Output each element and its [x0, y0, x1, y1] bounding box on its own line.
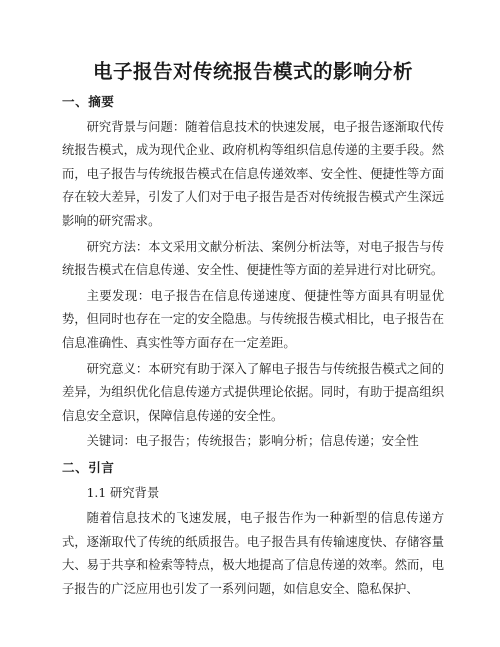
abstract-significance-paragraph: 研究意义：本研究有助于深入了解电子报告与传统报告模式之间的差异，为组织优化信息传递方式提供理论依据。同时，有助于提高组织信息安全意识，保障信息传递的安全性。	[62, 361, 444, 423]
intro-background-paragraph: 随着信息技术的飞速发展，电子报告作为一种新型的信息传递方式，逐渐取代了传统的纸质报告。电子报告具有传输速度快、存储容量大、易于共享和检索等特点，极大地提高了信息传递的效率。然而，电子报告的广泛应用也引发了一系列问题，如信息安全、隐私保护、	[62, 511, 444, 596]
section-heading-abstract: 一、摘要	[62, 94, 115, 109]
document-body	[62, 90, 444, 601]
document-title: 电子报告对传统报告模式的影响分析	[92, 60, 413, 83]
keywords-line: 关键词：电子报告；传统报告；影响分析；信息传递；安全性	[86, 434, 419, 449]
subsection-heading-background: 1.1 研究背景	[86, 485, 160, 500]
section-heading-intro: 二、引言	[62, 459, 115, 475]
abstract-methods-paragraph: 研究方法：本文采用文献分析法、案例分析法等，对电子报告与传统报告模式在信息传递、安全性、便捷性等方面的差异进行对比研究。	[62, 239, 444, 278]
abstract-background-paragraph: 研究背景与问题：随着信息技术的快速发展，电子报告逐渐取代传统报告模式，成为现代企业、政府机构等组织信息传递的主要手段。然而，电子报告与传统报告模式在信息传递效率、安全性、便捷性等方面存在较大差异，引发了人们对于电子报告是否对传统报告模式产生深远影响的研究需求。	[62, 119, 444, 228]
abstract-findings-paragraph: 主要发现：电子报告在信息传递速度、便捷性等方面具有明显优势，但同时也存在一定的安全隐患。与传统报告模式相比，电子报告在信息准确性、真实性等方面存在一定差距。	[62, 288, 444, 350]
